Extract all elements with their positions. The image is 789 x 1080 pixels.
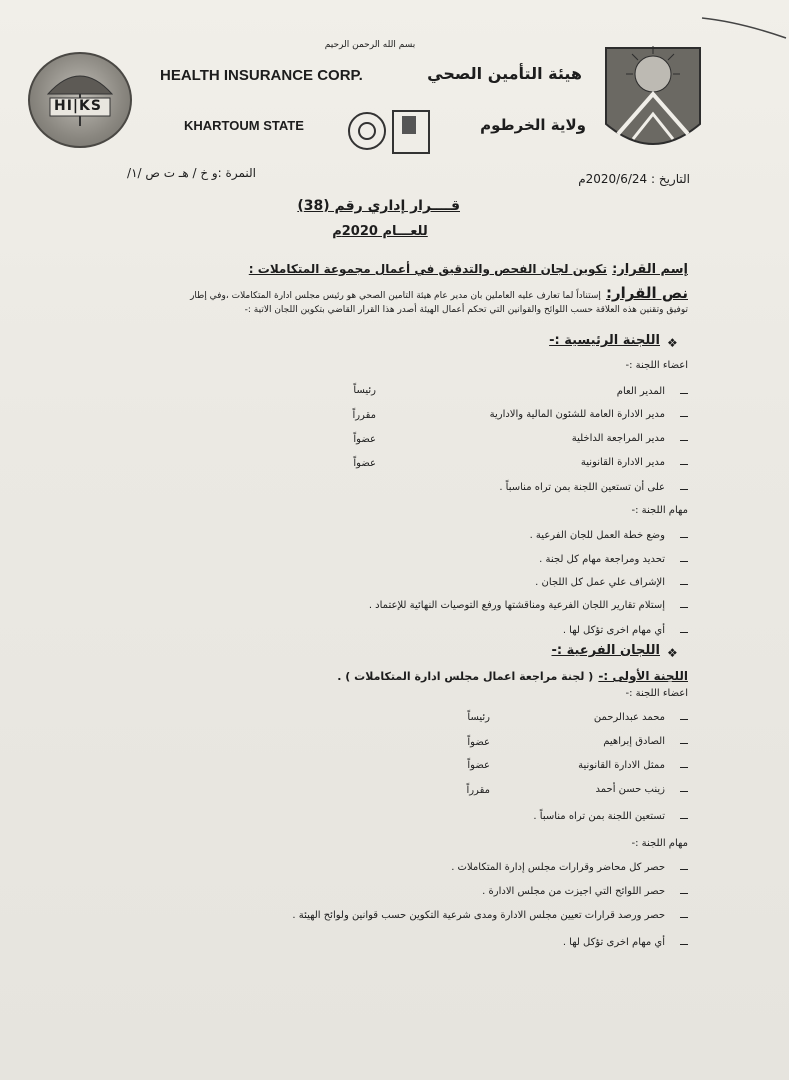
dash-icon (680, 893, 688, 894)
state-en: KHARTOUM STATE (184, 118, 304, 133)
org-name-ar: هيئة التأمين الصحي (427, 64, 582, 83)
sub-member-role: رئيساً (467, 712, 490, 723)
decision-title: قــــرار إداري رقم (38) (297, 198, 460, 214)
dash-icon (680, 818, 688, 819)
dash-icon (680, 743, 688, 744)
main-member-role: رئيساً (353, 385, 376, 396)
dash-icon (680, 767, 688, 768)
dash-icon (680, 791, 688, 792)
sub-committee-note: تستعين اللجنة بمن تراه مناسباً . (533, 811, 665, 822)
sub-member-role: عضواً (467, 760, 490, 771)
main-tasks-label: مهام اللجنة :- (631, 505, 688, 516)
bullet-diamond-icon: ❖ (667, 336, 678, 350)
quality-seal-icon (348, 112, 386, 150)
logo-text: HI|KS (54, 98, 102, 114)
main-members-label: اعضاء اللجنة :- (625, 360, 688, 371)
decision-year: للعـــام 2020م (332, 224, 428, 239)
main-member-role: عضواً (353, 458, 376, 469)
main-task: الإشراف علي عمل كل اللجان . (535, 577, 665, 588)
state-ar: ولاية الخرطوم (480, 116, 586, 134)
main-member-name: مدير المراجعة الداخلية (571, 433, 665, 444)
pen-mark (700, 10, 789, 40)
main-committee-note: على أن تستعين اللجنة بمن تراه مناسباً . (499, 482, 665, 493)
sub-tasks-label: مهام اللجنة :- (631, 838, 688, 849)
org-name-en: HEALTH INSURANCE CORP. (160, 67, 363, 84)
dash-icon (680, 869, 688, 870)
hiks-logo (28, 52, 132, 148)
organization-emblem (598, 44, 708, 164)
basmala: بسم الله الرحمن الرحيم (324, 40, 416, 50)
sub-member-name: زينب حسن أحمد (595, 784, 665, 795)
decision-text-body1: إستناداً لما تعارف عليه العاملين بان مدير عام هيئة التامين الصحي هو رئيس مجلس ادارة المتكاملات ،وفي إطار (190, 291, 601, 301)
dash-icon (680, 584, 688, 585)
sub-member-role: مقرراً (466, 785, 490, 796)
dash-icon (680, 537, 688, 538)
reference-number: النمرة :و خ / هـ ت ص /١/ (127, 166, 256, 180)
sub-members-label: اعضاء اللجنة :- (625, 688, 688, 699)
dash-icon (680, 607, 688, 608)
sub-task: أي مهام اخرى تؤكل لها . (562, 937, 665, 948)
bullet-diamond-icon: ❖ (667, 646, 678, 660)
dash-icon (680, 393, 688, 394)
main-member-name: مدير الادارة العامة للشئون المالية والادارية (489, 409, 665, 420)
first-committee-label: اللجنة الأولى :- (598, 669, 688, 683)
dash-icon (680, 416, 688, 417)
sub-member-role: عضواً (467, 737, 490, 748)
main-committee-heading: اللجنة الرئيسية :- (549, 333, 660, 348)
decision-name (248, 258, 688, 277)
first-committee-name: ( لجنة مراجعة اعمال مجلس ادارة المتكاملات ) . (337, 670, 594, 683)
main-task: وضع خطة العمل للجان الفرعية . (529, 530, 665, 541)
dash-icon (680, 464, 688, 465)
main-task: أي مهام اخرى تؤكل لها . (562, 625, 665, 636)
document-date: التاريخ : 2020/6/24م (578, 172, 690, 186)
decision-text-line2: توفيق وتقنين هذه العلاقة حسب اللوائح والقوانين التي تحكم أعمال الهيئة أصدر هذا القرار القاضي بتكوين اللجان الاتية :- (244, 305, 688, 315)
decision-text-label: نص القرار: (606, 284, 688, 302)
sub-task: حصر ورصد قرارات تعيين مجلس الادارة ومدى شرعية التكوين حسب قوانين ولوائح الهيئة . (292, 910, 665, 921)
sub-member-name: الصادق إبراهيم (603, 736, 665, 747)
main-task: إستلام تقارير اللجان الفرعية ومناقشتها ورفع التوصيات النهائية للإعتماد . (368, 600, 665, 611)
main-task: تحديد ومراجعة مهام كل لجنة . (539, 554, 665, 565)
dash-icon (680, 561, 688, 562)
dash-icon (680, 944, 688, 945)
decision-text-line1 (60, 283, 688, 302)
main-member-name: المدير العام (616, 386, 665, 397)
certification-seal-icon (392, 110, 430, 154)
main-member-role: عضواً (353, 434, 376, 445)
decision-name-text: تكوين لجان الفحص والتدقيق في أعمال مجموعة المتكاملات : (248, 262, 608, 276)
decision-name-label: إسم القرار: (612, 262, 688, 277)
sub-task: حصر كل محاضر وقرارات مجلس إدارة المتكاملات . (451, 862, 665, 873)
sub-member-name: محمد عبدالرحمن (593, 712, 665, 723)
sub-task: حصر اللوائح التي اجيزت من مجلس الادارة . (482, 886, 665, 897)
dash-icon (680, 917, 688, 918)
sub-member-name: ممثل الادارة القانونية (578, 760, 665, 771)
sub-committees-heading: اللجان الفرعية :- (551, 643, 660, 658)
dash-icon (680, 719, 688, 720)
first-committee-title (300, 665, 688, 684)
dash-icon (680, 440, 688, 441)
dash-icon (680, 632, 688, 633)
main-member-name: مدير الادارة القانونية (580, 457, 665, 468)
dash-icon (680, 489, 688, 490)
main-member-role: مقرراً (352, 410, 376, 421)
